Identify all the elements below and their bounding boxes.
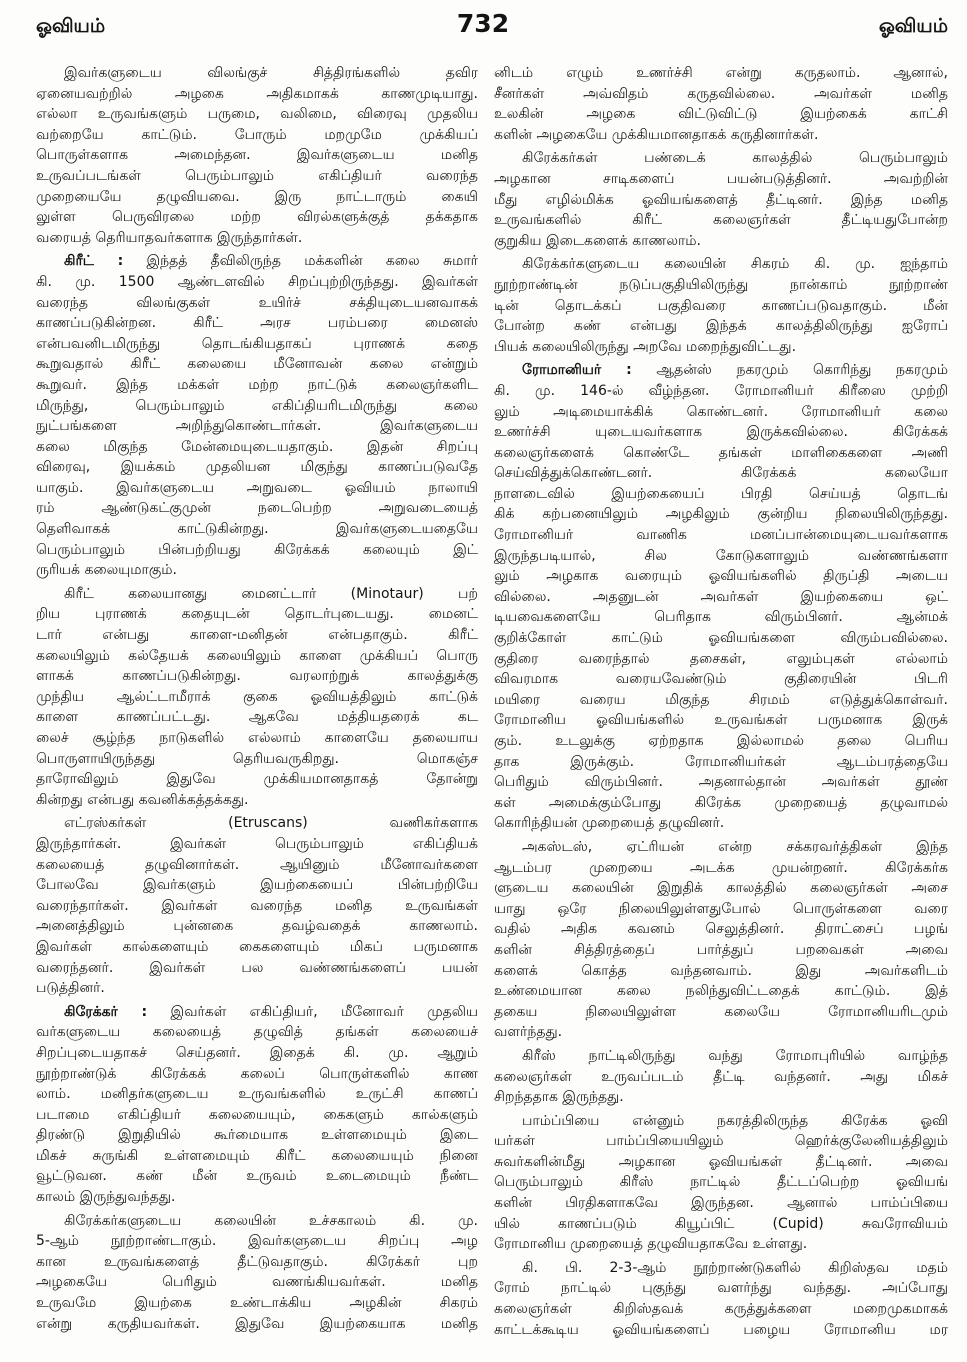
- text-line: வில்லை. அதனுடன் அவர்கள் இயற்கையை ஒட்: [494, 588, 948, 605]
- text-line: டின் தொடக்கப் பகுதிவரை காணப்படுவதாகும். மீன்: [494, 297, 948, 314]
- text-line: மயிரை வரைய மிகுந்த சிரமம் எடுத்துக்கொள்வர்.: [494, 691, 948, 708]
- text-line: இவர்களுடைய விலங்குச் சித்திரங்களில் தவிர: [64, 65, 478, 81]
- text-line: காட்டக்கூடிய ஓவியங்களைப் பழைய ரோமானிய மர: [494, 1321, 948, 1338]
- text-line: கிக் கற்பனையிலும் அழகிலும் குன்றிய நிலையிலிருந்தது.: [494, 506, 948, 523]
- text-line: விரைவு, இயக்கம் முதலியன மிகுந்து காணப்படுவதே: [36, 459, 478, 476]
- text-line: கிரேக்கர்களுடைய கலையின் உச்சகாலம் கி. மு.: [64, 1212, 478, 1229]
- text-line: காளை காணப்பட்டது. ஆகவே மத்தியதரைக் கட: [36, 709, 478, 726]
- text-line: திரண்டு இறுதியில் கூர்மையாக உள்ளமையும் இடை: [36, 1127, 478, 1144]
- text-line: உணர்ச்சி யுடையவர்களாக இருக்கவில்லை. கிரேக்கக்: [494, 424, 948, 441]
- text-line: முறையையே தழுவியவை. இரு நாட்டாரும் கையி: [36, 188, 478, 205]
- text-line: வரைந்தனர். இவர்கள் பல வண்ணங்களைப் பயன்: [36, 959, 478, 976]
- text-line: மிருந்து, பெரும்பாலும் எகிப்தியரிடமிருந்து கலை: [36, 397, 478, 414]
- text-line-body: இவர்கள் எகிப்தியர், மீனோவர் முதலிய: [170, 1003, 478, 1020]
- text-line: யாது ஒரே நிலையிலுள்ளதுபோல் பொருள்களை வரை: [494, 900, 948, 917]
- paragraph: [494, 1046, 948, 1108]
- text-line: நாளடைவில் இயற்கையைப் பிரதி செய்யத் தொடங்: [494, 485, 948, 502]
- text-line: கலைஞர்கள் உருவப்படம் தீட்டி வந்தனர். அது மிகச்: [494, 1068, 948, 1085]
- text-line: இருந்தார்கள். இவர்கள் பெரும்பாலும் எகிப்தியக்: [36, 835, 478, 852]
- text-line: வரைந்த விலங்குகள் உயிர்ச் சக்தியுடையனவாகக்: [36, 294, 478, 311]
- section-lead: கிரேக்கர் :: [64, 1003, 148, 1020]
- paragraph: [494, 360, 948, 834]
- text-line: பொருள்களாக அமைந்தன. இவர்களுடைய மனித: [36, 147, 478, 164]
- text-line: யாகும். இவர்களுடைய அறுவடை ஓவியம் நாலாயி: [36, 479, 478, 496]
- text-line: கி. பி. 2-3-ஆம் நூற்றாண்டுகளில் கிறிஸ்தவ மதம்: [522, 1259, 948, 1276]
- text-line: களின் சித்திரத்தைப் பார்த்துப் பறவைகள் அவை: [494, 941, 948, 958]
- text-line: லுள்ள பெருவிரலை மற்ற விரல்களுக்குத் தக்கதாக: [36, 209, 478, 226]
- text-line: மிகச் சுருங்கி உள்ளமையும் கிரீட் கலையையும் நினை: [36, 1147, 478, 1164]
- text-line: பெரும்பாலும் கிரீஸ் நாட்டில் தீட்டப்பெற்ற ஓவியங்: [494, 1174, 948, 1191]
- text-line: விவரமாக வரையவேண்டும் குதிரையின் பிடரி: [494, 671, 948, 688]
- text-line: தாக இருக்கும். ரோமானியர்கள் ஆடம்பரத்தையே: [494, 753, 948, 770]
- text-line: லும் அழகாக வரையும் ஓவியங்களில் திருப்தி அடைய: [494, 568, 948, 585]
- text-line: படாமை எகிப்தியர் கலையையும், கைகளும் கால்களும்: [36, 1106, 478, 1123]
- text-line: உண்மையான கலை நலிந்துவிட்டதைக் காட்டும். இத்: [494, 983, 948, 1000]
- text-line: லும் அடிமையாக்கிக் கொண்டனர். ரோமானியர் கலை: [494, 403, 948, 420]
- text-line: பாம்ப்பியை என்னும் நகரத்திலிருந்த கிரேக்க ஓவி: [522, 1112, 948, 1129]
- running-head-right: ஓவியம்: [878, 15, 948, 37]
- paragraph: [494, 1258, 948, 1340]
- text-line: டியவைகளையே பெரிதாக விரும்பினர். ஆன்மக்: [494, 609, 948, 626]
- text-line: காணப்படுகின்றன. கிரீட் அரச பரம்பரை மைனஸ்: [36, 315, 478, 332]
- text-line: கும். உடலுக்கு ஏற்றதாக இல்லாமல் தலை பெரிய: [494, 733, 948, 749]
- running-head-left: ஓவியம்: [36, 15, 106, 37]
- text-line: இவர்கள் கால்களையும் கைகளையும் மிகப் பருமனாக: [36, 938, 478, 955]
- text-line: கலையிலும் கல்தேயக் கலையிலும் காளை முக்கியப் பொரு: [36, 647, 478, 664]
- text-line: பெரும்பாலும் பின்பற்றியது கிரேக்கக் கலையும் இட்: [36, 541, 478, 558]
- text-line: வூட்டுவன. கண் மீன் உருவம் உடைமையும் நீண்ட: [36, 1168, 478, 1185]
- text-line: எல்லா உருவங்களும் பருமை, வலிமை, விரைவு முதலிய: [36, 106, 478, 123]
- text-line: எட்ரஸ்கர்கள் (Etruscans) வணிகர்களாக: [64, 815, 478, 832]
- text-line: 5-ஆம் நூற்றாண்டாகும். இவர்களுடைய சிறப்பு அழ: [36, 1233, 478, 1250]
- text-line: உருவங்களில் கிரீட் கலைஞர்கள் தீட்டியதுபோன்ற: [494, 212, 948, 229]
- text-line: யில் காணப்படும் கியூப்பிட் (Cupid) சுவரோவியம்: [494, 1215, 948, 1232]
- text-line: நூற்றாண்டுக் கிரேக்கக் கலைப் பொருள்களில் காண: [36, 1065, 478, 1082]
- text-line: ரோமானிய முறையைத் தழுவியதாகவே உள்ளது.: [494, 1236, 808, 1253]
- text-line: ரோமானிய ஓவியங்களில் உருவங்கள் பருமனாக இருக்: [494, 712, 948, 729]
- text-line: கி. மு. 146-ல் வீழ்ந்தன. ரோமானியர் கிரீஸை முற்றி: [494, 382, 948, 399]
- text-line: ஏனையவற்றில் அழகை அதிகமாகக் காணமுடியாது.: [36, 85, 478, 102]
- text-line: லைச் சூழ்ந்த நாடுகளில் எல்லாம் காளையே தலையாய: [36, 730, 478, 746]
- text-line: யர்கள் பாம்ப்பியையிலும் ஹெர்க்குலேனியத்திலும்: [494, 1133, 948, 1150]
- text-line: சுவர்களின்மீது அழகான ஓவியங்கள் தீட்டினர். அவை: [494, 1153, 948, 1170]
- text-line: [494, 360, 948, 381]
- text-line: நுட்பங்களை அறிந்துகொண்டார்கள். இவர்களுடைய: [36, 418, 478, 435]
- text-line: கி. மு. 1500 ஆண்டளவில் சிறப்புற்றிருந்தது. இவர்கள்: [36, 273, 478, 290]
- text-line: ரம் ஆண்டுகட்குமுன் நடைபெற்ற அறுவடையைத்: [36, 500, 478, 517]
- left-text-column: [36, 63, 478, 1353]
- text-line: வற்றையே காட்டும். போரும் மறமுமே முக்கியப்: [36, 126, 478, 143]
- text-line: குறிக்கோள் காட்டும் ஓவியங்களை விரும்பவில்லை.: [494, 630, 948, 647]
- paragraph: [494, 148, 948, 251]
- paragraph: [36, 63, 478, 248]
- text-line: குதிரை வரைந்தால் தசைகள், எலும்புகள் எல்லாம்: [494, 650, 948, 667]
- text-line: வதில் அதிக கவனம் செலுத்தினர். திராட்சைப் பழங்: [494, 921, 948, 938]
- text-line: டார் என்பது காளை-மனிதன் என்பதாகும். கிரீட்: [36, 627, 478, 644]
- text-line: என்று கருதியவர்கள். இதுவே இயற்கையாக மனித: [36, 1315, 478, 1332]
- text-line: கிரீஸ் நாட்டிலிருந்து வந்து ரோமாபுரியில் வாழ்ந்த: [522, 1047, 948, 1064]
- text-line: சிறப்புடையதாகச் செய்தனர். இதைக் கி. மு. ஆறும்: [36, 1044, 478, 1061]
- text-line: கள் அமைக்கும்போது கிரேக்க முறையைத் தழுவாமல்: [494, 794, 948, 811]
- section-lead: கிரீட் :: [64, 253, 124, 270]
- text-line: தாரோவிலும் இதுவே முக்கியமானதாகத் தோன்று: [36, 771, 478, 788]
- text-line: நூற்றாண்டின் நடுப்பகுதியிலிருந்து நான்காம் நூற்றாண்: [494, 276, 948, 293]
- right-text-column: [494, 63, 948, 1355]
- text-line: வரையத் தெரியாதவர்களாக இருந்தார்கள்.: [36, 229, 303, 246]
- text-line: கான உருவங்களைத் தீட்டுவதாகும். கிரேக்கர் புற: [36, 1253, 478, 1270]
- text-line: படுத்தினர்.: [36, 980, 105, 997]
- text-line: ரோம் நாட்டில் புகுந்து வளர்ந்து வந்தது. அப்போது: [494, 1280, 948, 1297]
- text-line: உருவப்படங்கள் பெரும்பாலும் எகிப்தியர் வரைந்த: [36, 167, 478, 184]
- text-line: பெரிதும் விரும்பினர். அதனால்தான் அவர்கள் தூண்: [494, 774, 948, 791]
- paragraph: [36, 584, 478, 811]
- text-line: வரைந்தார்கள். இவர்கள் வரைந்த மனித உருவங்கள்: [36, 897, 478, 914]
- paragraph: [494, 837, 948, 1043]
- text-line: காலம் இருந்துவந்தது.: [36, 1189, 176, 1206]
- text-line: ளாகக் காணப்படுகின்றது. வரலாற்றுக் காலத்துக்கு: [36, 668, 478, 685]
- text-line: கிரீட் கலையானது மைனட்டார் (Minotaur) பற்: [64, 585, 478, 602]
- text-line: ஆடம்பர முறையை அடக்க முயன்றனர். கிரேக்கர்க: [494, 859, 948, 876]
- text-line: கலை மிகுந்த மேன்மையுடையதாகும். இதன் சிறப்பு: [36, 438, 478, 455]
- text-line: களின் பிரதிகளாகவே இருந்தன. ஆனால் பாம்ப்பியை: [494, 1195, 948, 1212]
- text-line: லாம். மனிதர்களுடைய உருவங்களில் உருட்சி காணப்: [36, 1086, 478, 1103]
- text-line: அனைத்திலும் புன்னகை தவழ்வதைக் காணலாம்.: [36, 918, 478, 935]
- paragraph: [36, 1002, 478, 1208]
- section-lead: ரோமானியர் :: [522, 362, 632, 379]
- text-line: னிடம் எழும் உணர்ச்சி என்று கருதலாம். ஆனால்,: [494, 65, 948, 81]
- text-line: அழகான சாடிகளைப் பயன்படுத்தினர். அவற்றின்: [494, 170, 948, 187]
- text-line: மீது எழில்மிக்க ஓவியங்களைத் தீட்டினர். இந்த மனித: [494, 191, 948, 208]
- text-line-body: ஆதன்ஸ் நகரமும் கொரிந்து நகரமும்: [656, 362, 948, 379]
- text-line: கிரேக்கர்களுடைய கலையின் சிகரம் கி. மு. ஐந்தாம்: [522, 256, 948, 273]
- text-line: றிய புராணக் கதையுடன் தொடர்புடையது. மைனட்: [36, 606, 478, 623]
- text-line: கலைஞர்களைக் கொண்டே தங்கள் மாளிகைகளை அணி: [494, 444, 948, 461]
- text-line: சீனர்கள் அவ்விதம் கருதவில்லை. அவர்கள் மனித: [494, 85, 948, 102]
- text-line: உலகின் அழகை விட்டுவிட்டு இயற்கைக் காட்சி: [494, 106, 948, 123]
- text-line: பியக் கலையிலிருந்து அறவே மறைந்துவிட்டது.: [494, 338, 797, 355]
- text-line: அகஸ்டஸ், ஏட்ரியன் என்ற சக்கரவர்த்திகள் இந்த: [522, 838, 948, 855]
- text-line: பொருளாயிருந்தது தெரியவருகிறது. மொகஞ்ச: [36, 750, 478, 767]
- text-line: செய்வித்துக்கொண்டனர். கிரேக்கக் கலையோ: [494, 465, 948, 482]
- paragraph: [494, 1111, 948, 1255]
- text-line: ரோமானியர் வாணிக மனப்பான்மையுடையவர்களாக: [494, 527, 948, 544]
- text-line: கூறுவதால் கிரீட் கலையை மீனோவன் கலை என்றும்: [36, 356, 478, 373]
- text-line-body: இந்தத் தீவிலிருந்த மக்களின் கலை சுமார்: [146, 253, 478, 270]
- text-line: தகைய நிலையிலுள்ள கலையே ரோமானியரிடமும்: [494, 1003, 948, 1020]
- text-line: [36, 251, 478, 272]
- paragraph: [494, 254, 948, 357]
- text-line: இருந்தபடியால், சில கோடுகளாலும் வண்ணங்களா: [494, 547, 948, 564]
- text-line: வளர்ந்தது.: [494, 1024, 563, 1041]
- text-line: போன்ற கண் என்பது இந்தக் காலத்திலிருந்து ஐரோப்: [494, 318, 948, 335]
- paragraph: [36, 1211, 478, 1335]
- text-line: குறுகிய இடைகளைக் காணலாம்.: [494, 232, 701, 249]
- text-line: தெளிவாகக் காட்டுகின்றது. இவர்களுடையதையே: [36, 521, 478, 538]
- text-line: கின்றது என்பது கவனிக்கத்தக்கது.: [36, 791, 249, 808]
- text-line: கூறுவர். இந்த மக்கள் மற்ற நாட்டுக் கலைஞர்களிட: [36, 376, 478, 393]
- text-line: கலைஞர்கள் கிறிஸ்தவக் கருத்துக்களை மறைமுகமாகக்: [494, 1301, 948, 1318]
- page-number: 732: [456, 9, 510, 38]
- paragraph: [36, 251, 478, 581]
- text-line: களைக் கொத்த வந்தனவாம். இது அவர்களிடம்: [494, 962, 948, 979]
- text-line: முந்திய ஆல்ட்டாமீராக் குகை ஓவியத்திலும் காட்டுக்: [36, 688, 478, 705]
- text-line: வர்களுடைய கலையைத் தழுவித் தங்கள் கலையைச்: [36, 1024, 478, 1041]
- text-line: களின் அழகையே முக்கியமானதாகக் கருதினார்கள்.: [494, 126, 819, 143]
- paragraph: [36, 813, 478, 998]
- text-line: [36, 1002, 478, 1023]
- text-line: உருவமே இயற்கை உண்டாக்கிய அழகின் சிகரம்: [36, 1295, 478, 1312]
- text-line: அழகையே பெரிதும் வணங்கியவர்கள். மனித: [36, 1274, 478, 1291]
- text-line: கிரேக்கர்கள் பண்டைக் காலத்தில் பெரும்பாலும்: [522, 150, 948, 167]
- text-line: ருரியக் கலையுமாகும்.: [36, 562, 177, 579]
- text-line: ளுடைய கலையின் இறுதிக் காலத்தில் கலைஞர்கள் அசை: [494, 880, 948, 897]
- text-line: கொரிந்தியன் முறையைத் தழுவினர்.: [494, 815, 725, 832]
- text-line: சிறந்ததாக இருந்தது.: [494, 1089, 624, 1106]
- text-line: கலையைத் தழுவினார்கள். ஆயினும் மீனோவர்களை: [36, 856, 478, 873]
- paragraph: [494, 63, 948, 145]
- text-line: போலவே இவர்களும் இயற்கையைப் பின்பற்றியே: [36, 877, 478, 894]
- text-line: என்பவனிடமிருந்து தொடங்கியதாகப் புராணக் கதை: [36, 335, 478, 352]
